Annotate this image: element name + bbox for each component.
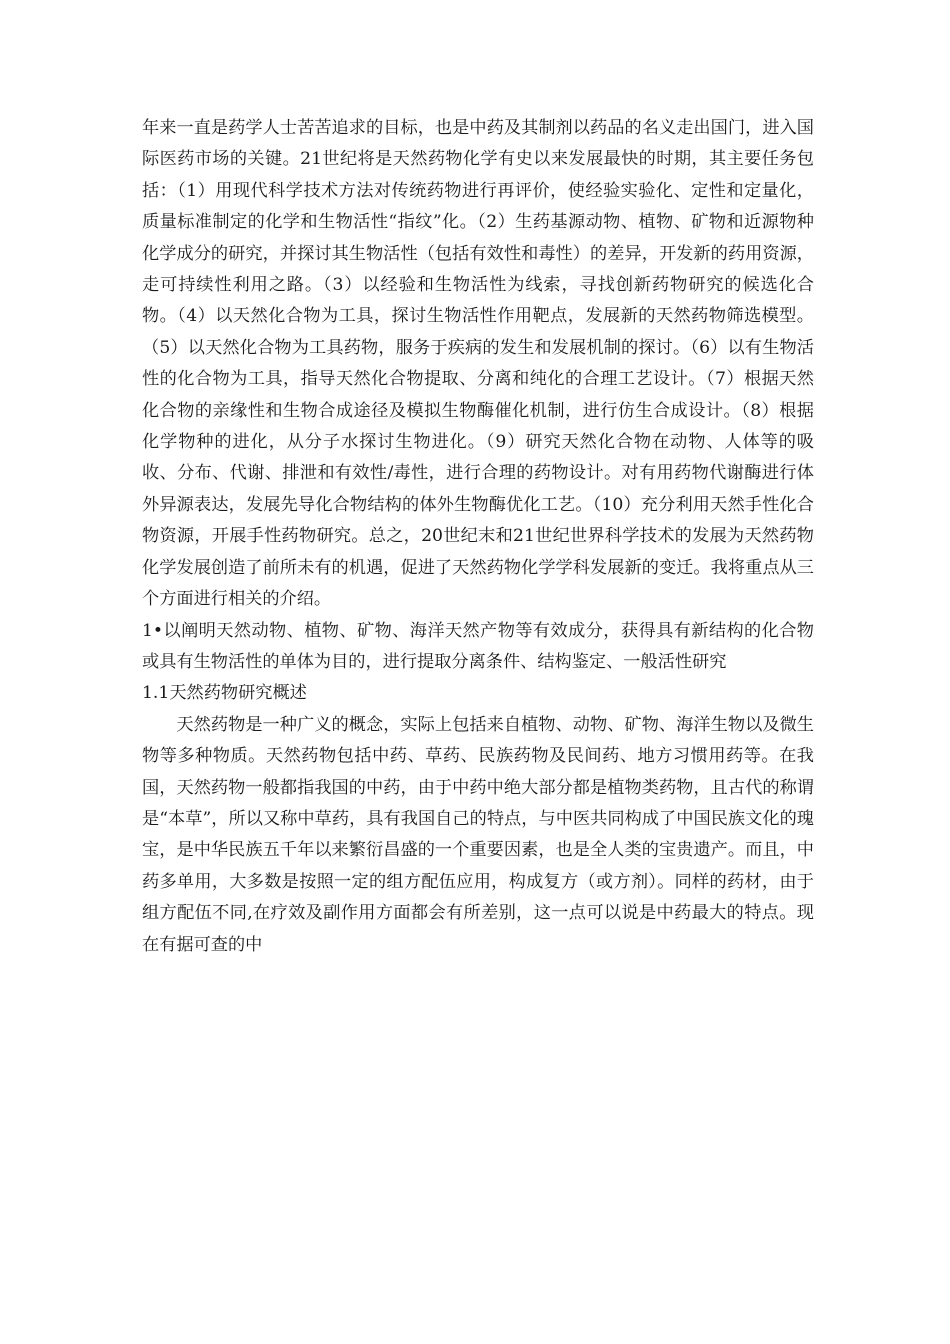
- paragraph-overview: 天然药物是一种广义的概念，实际上包括来自植物、动物、矿物、海洋生物以及微生物等多种物质。天然药物包括中药、草药、民族药物及民间药、地方习惯用药等。在我国，天然药物一般都指我国的中药，由于中药中绝大部分都是植物类药物，且古代的称谓是“本草”，所以又称中草药，具有我国自己的特点，与中医共同构成了中国民族文化的瑰宝，是中华民族五千年以来繁衍昌盛的一个重要因素，也是全人类的宝贵遗产。而且，中药多单用，大多数是按照一定的组方配伍应用，构成复方（或方剂）。同样的药材，由于组方配伍不同,在疗效及副作用方面都会有所差别，这一点可以说是中药最大的特点。现在有据可查的中: [142, 714, 814, 955]
- subsection-heading-1-1: 1.1天然药物研究概述: [142, 683, 307, 704]
- document-body: [142, 113, 814, 961]
- section-heading-1: 1•以阐明天然动物、植物、矿物、海洋天然产物等有效成分，获得具有新结构的化合物或具有生物活性的单体为目的，进行提取分离条件、结构鉴定、一般活性研究: [142, 620, 814, 672]
- paragraph-tasks: 年来一直是药学人士苦苦追求的目标，也是中药及其制剂以药品的名义走出国门，进入国际医药市场的关键。21世纪将是天然药物化学有史以来发展最快的时期，其主要任务包括：（1）用现代科学技术方法对传统药物进行再评价，使经验实验化、定性和定量化，质量标准制定的化学和生物活性“指纹”化。（2）生药基源动物、植物、矿物和近源物种化学成分的研究，并探讨其生物活性（包括有效性和毒性）的差异，开发新的药用资源，走可持续性利用之路。（3）以经验和生物活性为线索，寻找创新药物研究的候选化合物。（4）以天然化合物为工具，探讨生物活性作用靶点，发展新的天然药物筛选模型。（5）以天然化合物为工具药物，服务于疾病的发生和发展机制的探讨。（6）以有生物活性的化合物为工具，指导天然化合物提取、分离和纯化的合理工艺设计。（7）根据天然化合物的亲缘性和生物合成途径及模拟生物酶催化机制，进行仿生合成设计。（8）根据化学物种的进化，从分子水探讨生物进化。（9）研究天然化合物在动物、人体等的吸收、分布、代谢、排泄和有效性/毒性，进行合理的药物设计。对有用药物代谢酶进行体外异源表达，发展先导化合物结构的体外生物酶优化工艺。（10）充分利用天然手性化合物资源，开展手性药物研究。总之，20世纪末和21世纪世界科学技术的发展为天然药物化学发展创造了前所未有的机遇，促进了天然药物化学学科发展新的变迁。我将重点从三个方面进行相关的介绍。: [142, 118, 814, 610]
